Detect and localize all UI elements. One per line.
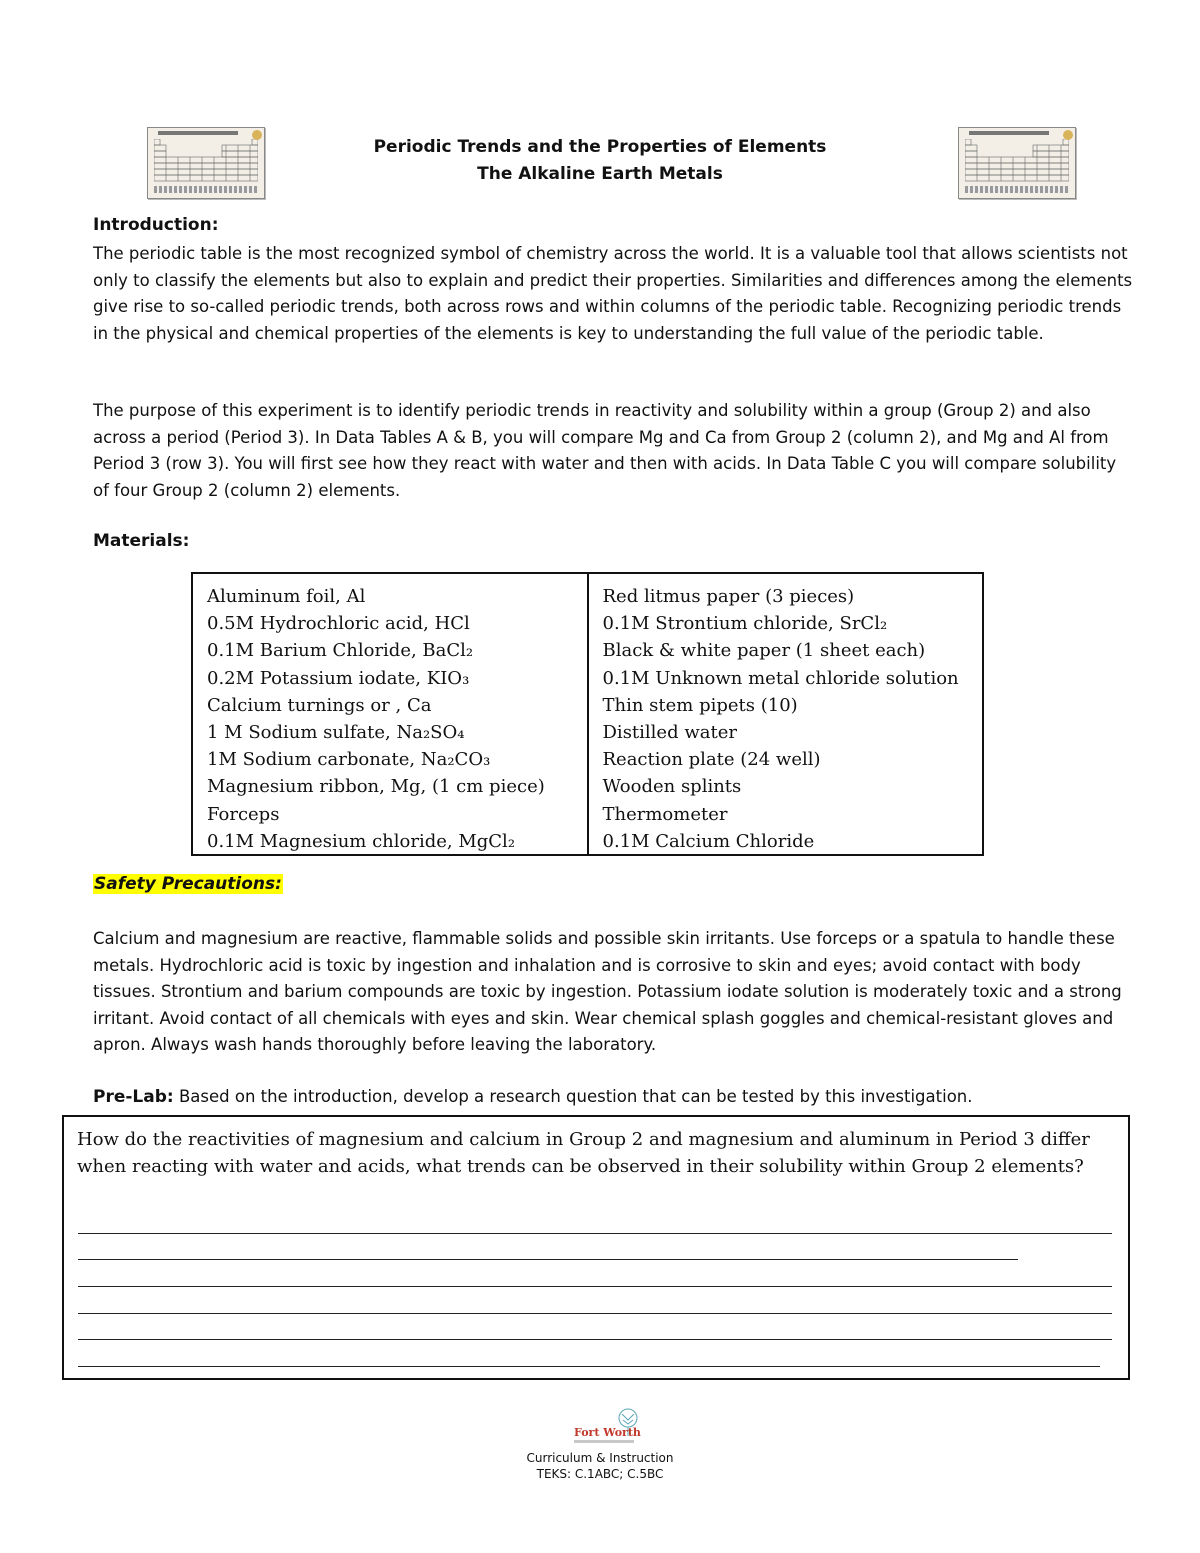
material-item: Aluminum foil, Al xyxy=(207,586,366,607)
material-item: Black & white paper (1 sheet each) xyxy=(602,640,926,662)
footer-line-2: TEKS: C.1ABC; C.5BC xyxy=(536,1467,664,1481)
logo-text: Fort Worth xyxy=(574,1426,641,1439)
prelab-line xyxy=(93,1084,1133,1111)
document-subtitle: The Alkaline Earth Metals xyxy=(477,164,723,184)
introduction-paragraph-2: The purpose of this experiment is to identify periodic trends in reactivity and solubility within a group (Group 2) and also across a period (Period 3). In Data Tables A & B, you will compare Mg and Ca from Group 2 (column 2), and Mg and Al from Period 3 (row 3). You will first see how they react with water and then with acids. In Data Table C you will compare solubility of four Group 2 (column 2) elements. xyxy=(93,401,1117,500)
material-item: 0.1M Strontium chloride, SrCl₂ xyxy=(602,613,888,635)
introduction-paragraph-1: The periodic table is the most recognized symbol of chemistry across the world. It is a valuable tool that allows scientists not only to classify the elements but also to explain and predict their properties. Similarities and differences among the elements give rise to so-called periodic trends, both across rows and within columns of the periodic table. Recognizing periodic trends in the physical and chemical properties of the elements is key to understanding the full value of the periodic table. xyxy=(93,244,1133,343)
answer-line xyxy=(78,1286,1112,1287)
material-item: 0.5M Hydrochloric acid, HCl xyxy=(207,613,470,635)
safety-paragraph: Calcium and magnesium are reactive, flammable solids and possible skin irritants. Use forceps or a spatula to handle these metals. Hydrochloric acid is toxic by ingestion and inhalation and is corrosive to skin and eyes; avoid contact with body tissues. Strontium and barium compounds are toxic by ingestion. Potassium iodate solution is moderately toxic and a strong irritant. Avoid contact of all chemicals with eyes and skin. Wear chemical splash goggles and chemical-resistant gloves and apron. Always wash hands thoroughly before leaving the laboratory. xyxy=(93,929,1122,1054)
periodic-table-thumbnail-icon xyxy=(147,127,265,199)
answer-line xyxy=(78,1233,1112,1234)
answer-line xyxy=(78,1313,1112,1314)
periodic-table-thumbnail-icon xyxy=(958,127,1076,199)
introduction-heading: Introduction: xyxy=(93,215,219,235)
materials-table xyxy=(191,572,984,856)
answer-line xyxy=(78,1366,1100,1367)
document-title-block xyxy=(300,134,900,188)
fort-worth-logo xyxy=(570,1406,650,1452)
material-item: Red litmus paper (3 pieces) xyxy=(602,586,855,607)
answer-line xyxy=(78,1259,1018,1260)
prelab-answer-text: How do the reactivities of magnesium and calcium in Group 2 and magnesium and aluminum in Period 3 differ when reacting with water and acids, what trends can be observed in their solubility within Group 2 elements? xyxy=(77,1129,1090,1177)
materials-right-column xyxy=(587,574,983,854)
material-item: Wooden splints xyxy=(602,776,742,798)
document-title: Periodic Trends and the Properties of Elements xyxy=(373,137,827,157)
material-item: 0.1M Barium Chloride, BaCl₂ xyxy=(207,640,474,662)
material-item: Forceps xyxy=(207,803,280,825)
material-item: Distilled water xyxy=(602,722,737,744)
material-item: 0.1M Unknown metal chloride solution xyxy=(602,667,959,689)
answer-line xyxy=(78,1339,1112,1340)
material-item: 1 M Sodium sulfate, Na₂SO₄ xyxy=(207,722,465,744)
material-item: Magnesium ribbon, Mg, (1 cm piece) xyxy=(207,776,545,798)
material-item: 0.1M Magnesium chloride, MgCl₂ xyxy=(207,830,516,852)
material-item: 1M Sodium carbonate, Na₂CO₃ xyxy=(207,749,491,771)
prelab-prompt: Based on the introduction, develop a research question that can be tested by this investigation. xyxy=(178,1087,973,1106)
material-item: Thermometer xyxy=(602,803,728,825)
footer xyxy=(450,1450,750,1482)
prelab-answer-box[interactable] xyxy=(62,1115,1130,1380)
safety-heading: Safety Precautions: xyxy=(94,874,282,894)
prelab-heading: Pre-Lab: xyxy=(93,1087,174,1107)
material-item: Thin stem pipets (10) xyxy=(602,694,798,716)
materials-heading: Materials: xyxy=(93,531,190,551)
material-item: Reaction plate (24 well) xyxy=(602,749,821,771)
material-item: 0.1M Calcium Chloride xyxy=(602,830,815,852)
footer-line-1: Curriculum & Instruction xyxy=(526,1451,674,1465)
safety-heading-row xyxy=(93,874,1133,894)
materials-left-column xyxy=(193,574,587,854)
material-item: Calcium turnings or , Ca xyxy=(207,694,432,716)
material-item: 0.2M Potassium iodate, KIO₃ xyxy=(207,667,470,689)
